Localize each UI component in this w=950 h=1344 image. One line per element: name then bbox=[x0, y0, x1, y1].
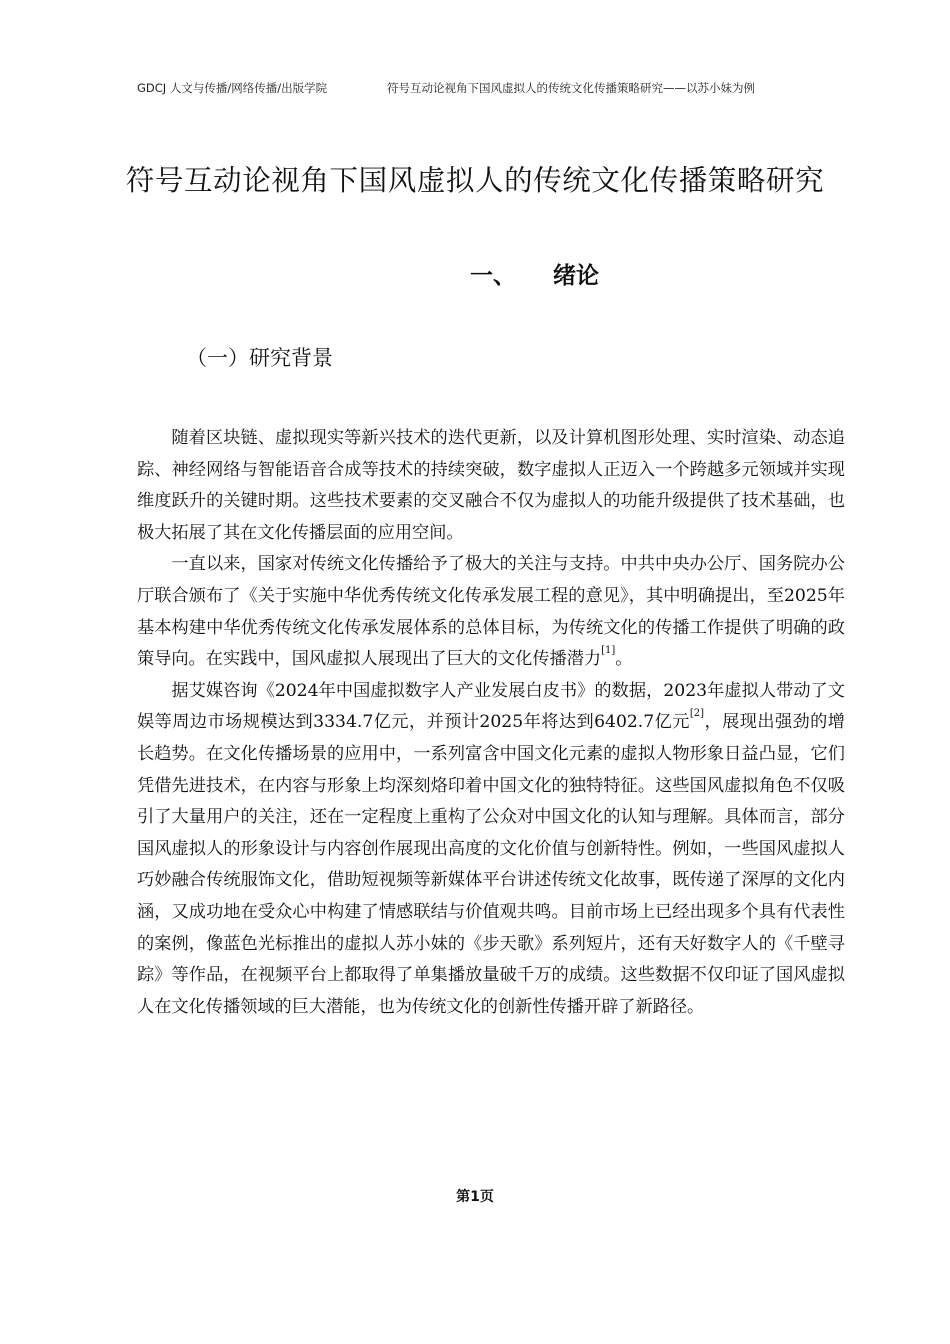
header-institution: GDCJ 人文与传播/网络传播/出版学院 bbox=[137, 81, 328, 95]
document-title: 符号互动论视角下国风虚拟人的传统文化传播策略研究 bbox=[125, 164, 825, 197]
paragraph-text: 据艾媒咨询《2024年中国虚拟数字人产业发展白皮书》的数据，2023年虚拟人带动了文娱等周边市场规模达到3334.7亿元，并预计2025年将达到6402.7亿元 bbox=[137, 680, 845, 733]
section-heading: （一）研究背景 bbox=[186, 346, 333, 370]
paragraph-text: ，展现出强劲的增长趋势。在文化传播场景的应用中，一系列富含中国文化元素的虚拟人物形象日益凸显，它们凭借先进技术，在内容与形象上均深刻烙印着中国文化的独特特征。这些国风虚拟角色不仅吸引了大量用户的关注，还在一定程度上重构了公众对中国文化的认知与理解。具体而言，部分国风虚拟人的形象设计与内容创作展现出高度的文化价值与创新特性。例如，一些国风虚拟人巧妙融合传统服饰文化，借助短视频等新媒体平台讲述传统文化故事，既传递了深厚的文化内涵，又成功地在受众心中构建了情感联结与价值观共鸣。目前市场上已经出现多个具有代表性的案例，像蓝色光标推出的虚拟人苏小妹的《步天歌》系列短片，还有天好数字人的《千壁寻踪》等作品，在视频平台上都取得了单集播放量破千万的成绩。这些数据不仅印证了国风虚拟人在文化传播领域的巨大潜能，也为传统文化的创新性传播开辟了新路径。 bbox=[137, 712, 845, 1017]
chapter-name: 绪论 bbox=[553, 263, 599, 289]
paragraph bbox=[137, 423, 845, 549]
running-header bbox=[137, 80, 813, 100]
chapter-number: 一、 bbox=[470, 263, 516, 289]
paragraph-text: 随着区块链、虚拟现实等新兴技术的迭代更新，以及计算机图形处理、实时渲染、动态追踪、神经网络与智能语音合成等技术的持续突破，数字虚拟人正迈入一个跨越多元领域并实现维度跃升的关键时期。这些技术要素的交叉融合不仅为虚拟人的功能升级提供了技术基础，也极大拓展了其在文化传播层面的应用空间。 bbox=[137, 428, 845, 543]
paragraph bbox=[137, 676, 845, 1024]
chapter-heading bbox=[0, 257, 950, 293]
paragraph-text: 一直以来，国家对传统文化传播给予了极大的关注与支持。中共中央办公厅、国务院办公厅联合颁布了《关于实施中华优秀传统文化传承发展工程的意见》，其中明确提出，至2025年基本构建中华优秀传统文化传承发展体系的总体目标，为传统文化的传播工作提供了明确的政策导向。在实践中，国风虚拟人展现出了巨大的文化传播潜力 bbox=[137, 554, 845, 670]
citation-ref[interactable]: [2] bbox=[689, 708, 705, 720]
citation-ref[interactable]: [1] bbox=[601, 645, 616, 657]
body-text bbox=[137, 423, 845, 1023]
paragraph bbox=[137, 549, 845, 675]
header-paper-title: 符号互动论视角下国风虚拟人的传统文化传播策略研究——以苏小妹为例 bbox=[387, 81, 755, 95]
paragraph-text: 。 bbox=[615, 649, 633, 670]
page-number: 第1页 bbox=[456, 1189, 494, 1205]
